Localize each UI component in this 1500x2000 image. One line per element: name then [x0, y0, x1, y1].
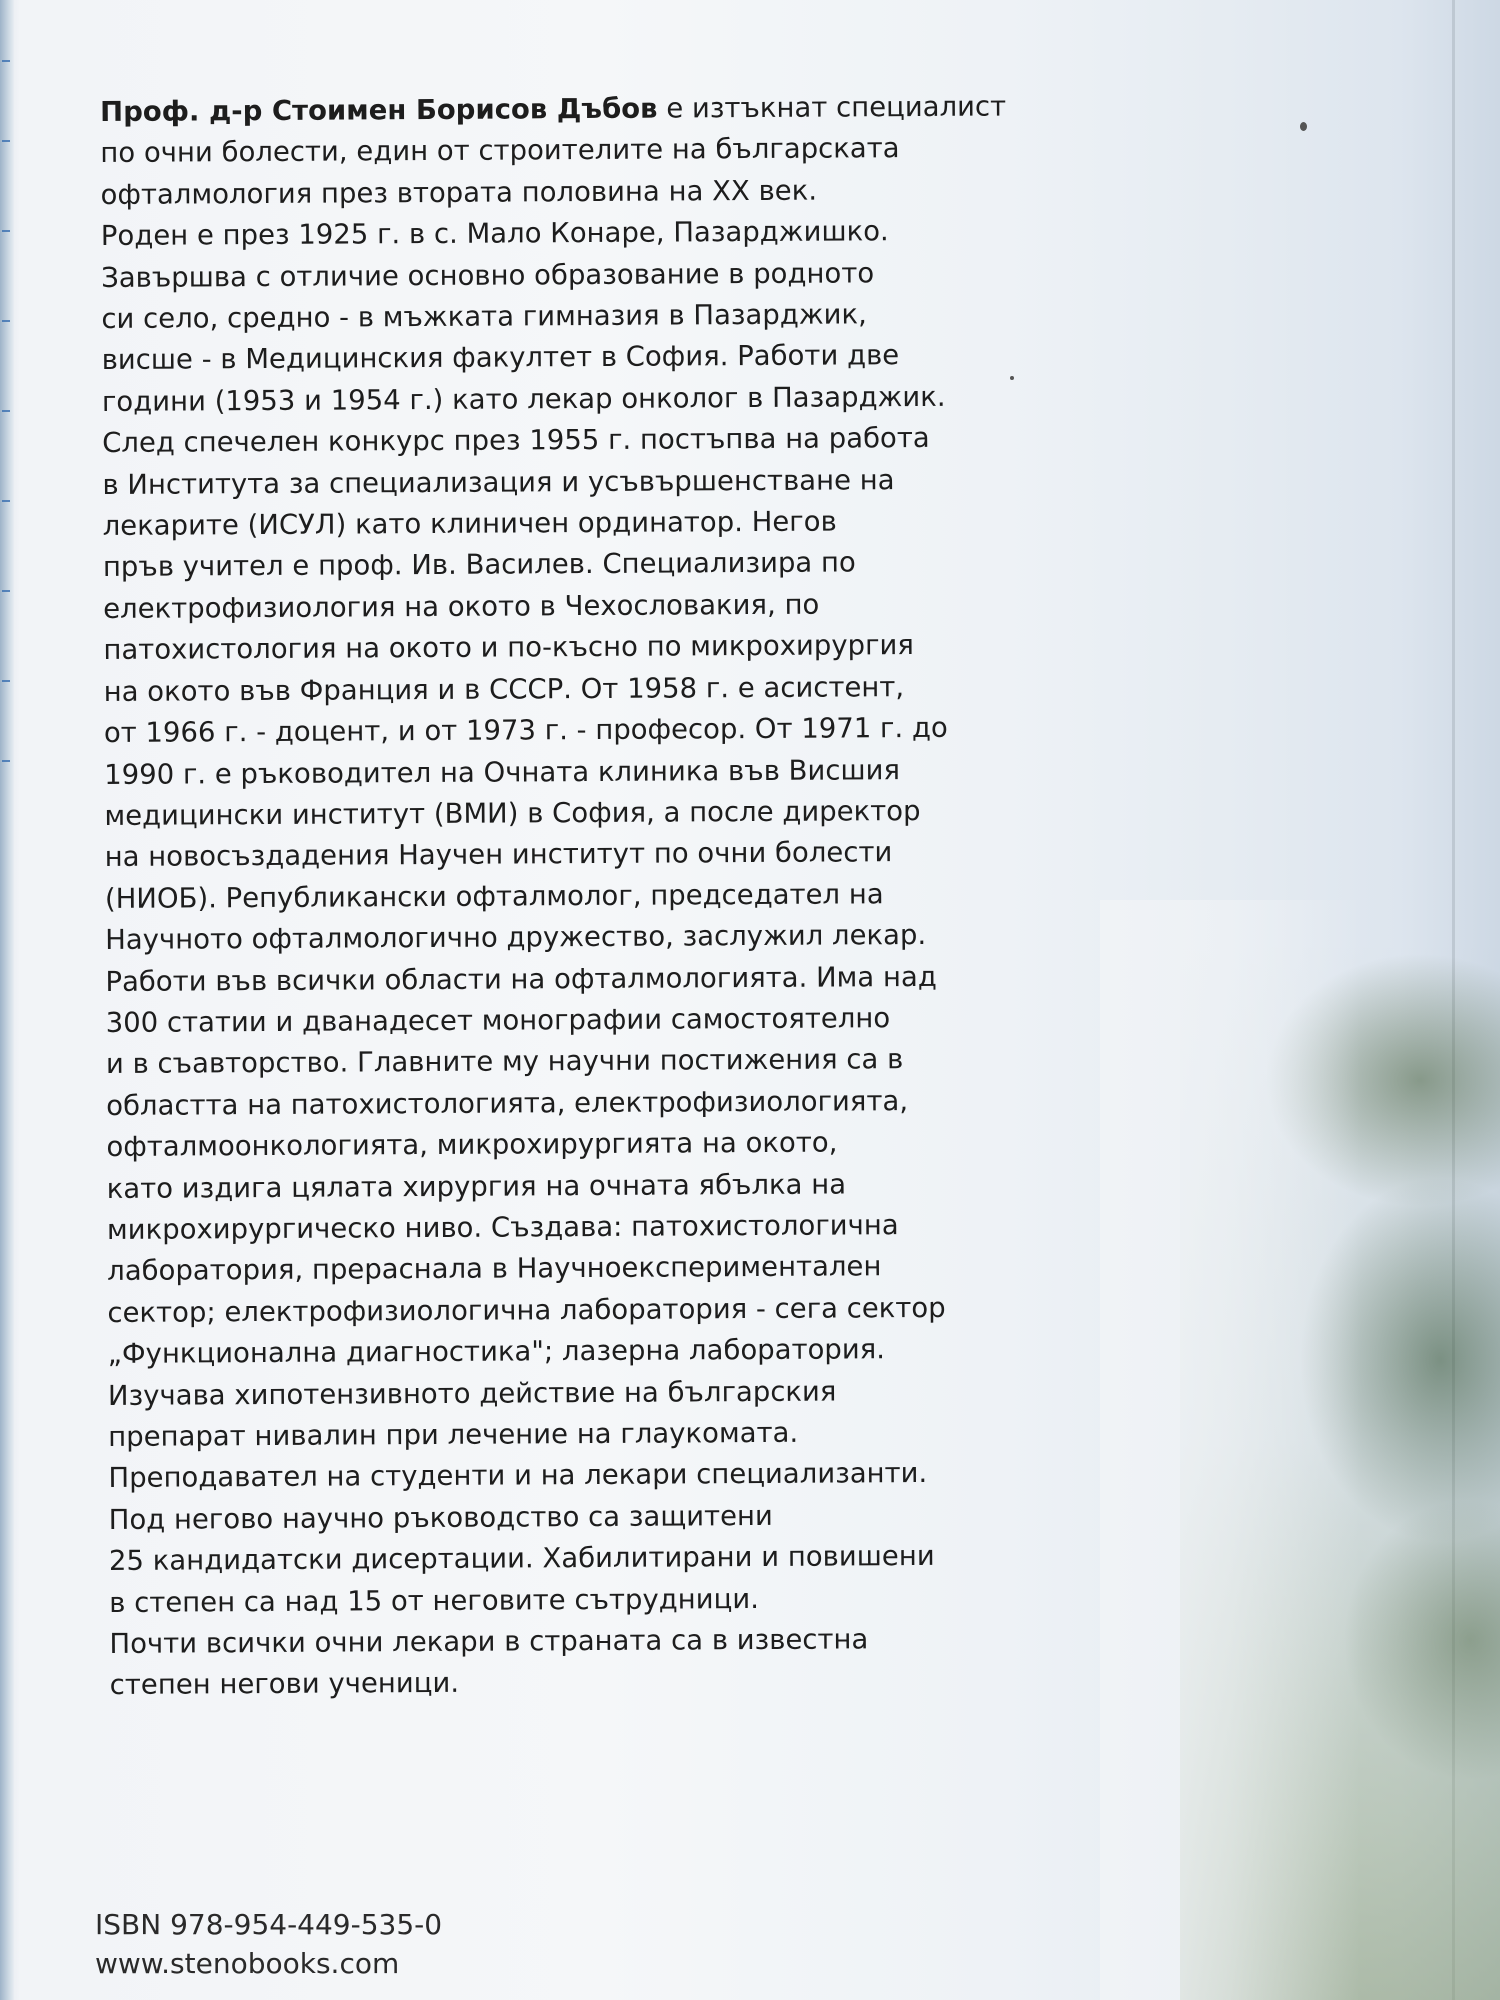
isbn-number: ISBN 978-954-449-535-0	[95, 1908, 443, 1941]
text-line: висше - в Медицинския факултет в София. Работи две	[101, 339, 900, 377]
text-line: степен негови ученици.	[109, 1667, 460, 1702]
author-name: Проф. д-р Стоимен Борисов Дъбов	[100, 92, 658, 128]
text-line	[100, 86, 1060, 133]
text-line: областта на патохистологията, електрофизиологията,	[106, 1084, 909, 1122]
text-line: Преподавател на студенти и на лекари специализанти.	[108, 1457, 928, 1495]
text-line: 25 кандидатски дисертации. Хабилитирани и повишени	[108, 1540, 935, 1578]
text-line: препарат нивалин при лечение на глаукомата.	[108, 1416, 799, 1453]
text-line: лаборатория, прераснала в Научноекспериментален	[107, 1250, 882, 1288]
text-line: офталмология през втората половина на XX век.	[100, 174, 818, 211]
text-line: лекарите (ИСУЛ) като клиничен ординатор. Негов	[102, 505, 837, 543]
imprint-footer	[95, 1905, 442, 1983]
publisher-website: www.stenobooks.com	[95, 1947, 400, 1980]
dust-speck	[1300, 122, 1307, 131]
text-line: След спечелен конкурс през 1955 г. постъпва на работа	[102, 422, 930, 460]
image-fade	[1100, 900, 1360, 2000]
biography-text	[100, 86, 1070, 1707]
text-line: „Функционална диагностика"; лазерна лаборатория.	[107, 1333, 886, 1371]
text-line: на новосъздадения Научен институт по очни болести	[104, 836, 893, 874]
text-line: 300 статии и дванадесет монографии самостоятелно	[105, 1002, 891, 1039]
text-line: електрофизиология на окото в Чехословакия, по	[103, 588, 820, 625]
text-line: като издига цялата хирургия на очната ябълка на	[106, 1168, 847, 1205]
text-line: по очни болести, един от строителите на българската	[100, 132, 900, 170]
text-line: години (1953 и 1954 г.) като лекар онколог в Пазарджик.	[101, 380, 946, 418]
text-line: Работи във всички области на офталмологията. Има над	[105, 960, 937, 998]
text-line: Почти всички очни лекари в страната са в известна	[109, 1623, 869, 1661]
text-line: офталмоонкологията, микрохирургията на окото,	[106, 1126, 838, 1164]
text-line: на окото във Франция и в СССР. От 1958 г. е асистент,	[103, 670, 905, 708]
text-line: патохистология на окото и по-късно по микрохирургия	[103, 629, 915, 667]
text-line: си село, средно - в мъжката гимназия в Пазарджик,	[101, 298, 867, 336]
text-line: Научното офталмологично дружество, заслужил лекар.	[105, 919, 927, 957]
text-line: сектор; електрофизиологична лаборатория - сега сектор	[107, 1291, 946, 1329]
text-line: в степен са над 15 от неговите сътрудници.	[109, 1582, 760, 1619]
text-line: от 1966 г. - доцент, и от 1973 г. - професор. От 1971 г. до	[103, 711, 948, 750]
text-line-rest: е изтъкнат специалист	[657, 90, 1007, 125]
text-line: Роден е през 1925 г. в с. Мало Конаре, Пазарджишко.	[100, 215, 889, 253]
text-line: Изучава хипотензивното действие на българския	[107, 1375, 837, 1412]
text-line: Завършва с отличие основно образование в родното	[101, 256, 875, 294]
text-line: микрохирургическо ниво. Създава: патохистологична	[106, 1209, 899, 1246]
text-line: медицински институт (ВМИ) в София, а после директор	[104, 794, 921, 832]
text-line: в Института за специализация и усъвършенстване на	[102, 463, 895, 501]
text-line: и в съавторство. Главните му научни постижения са в	[105, 1043, 904, 1081]
text-line: (НИОБ). Републикански офталмолог, председател на	[104, 877, 884, 915]
page-edge	[0, 0, 14, 2000]
text-line: Под негово научно ръководство са защитени	[108, 1499, 773, 1536]
text-line: 1990 г. е ръководител на Очната клиника във Висшия	[104, 753, 901, 791]
text-line: пръв учител е проф. Ив. Василев. Специализира по	[102, 546, 856, 584]
